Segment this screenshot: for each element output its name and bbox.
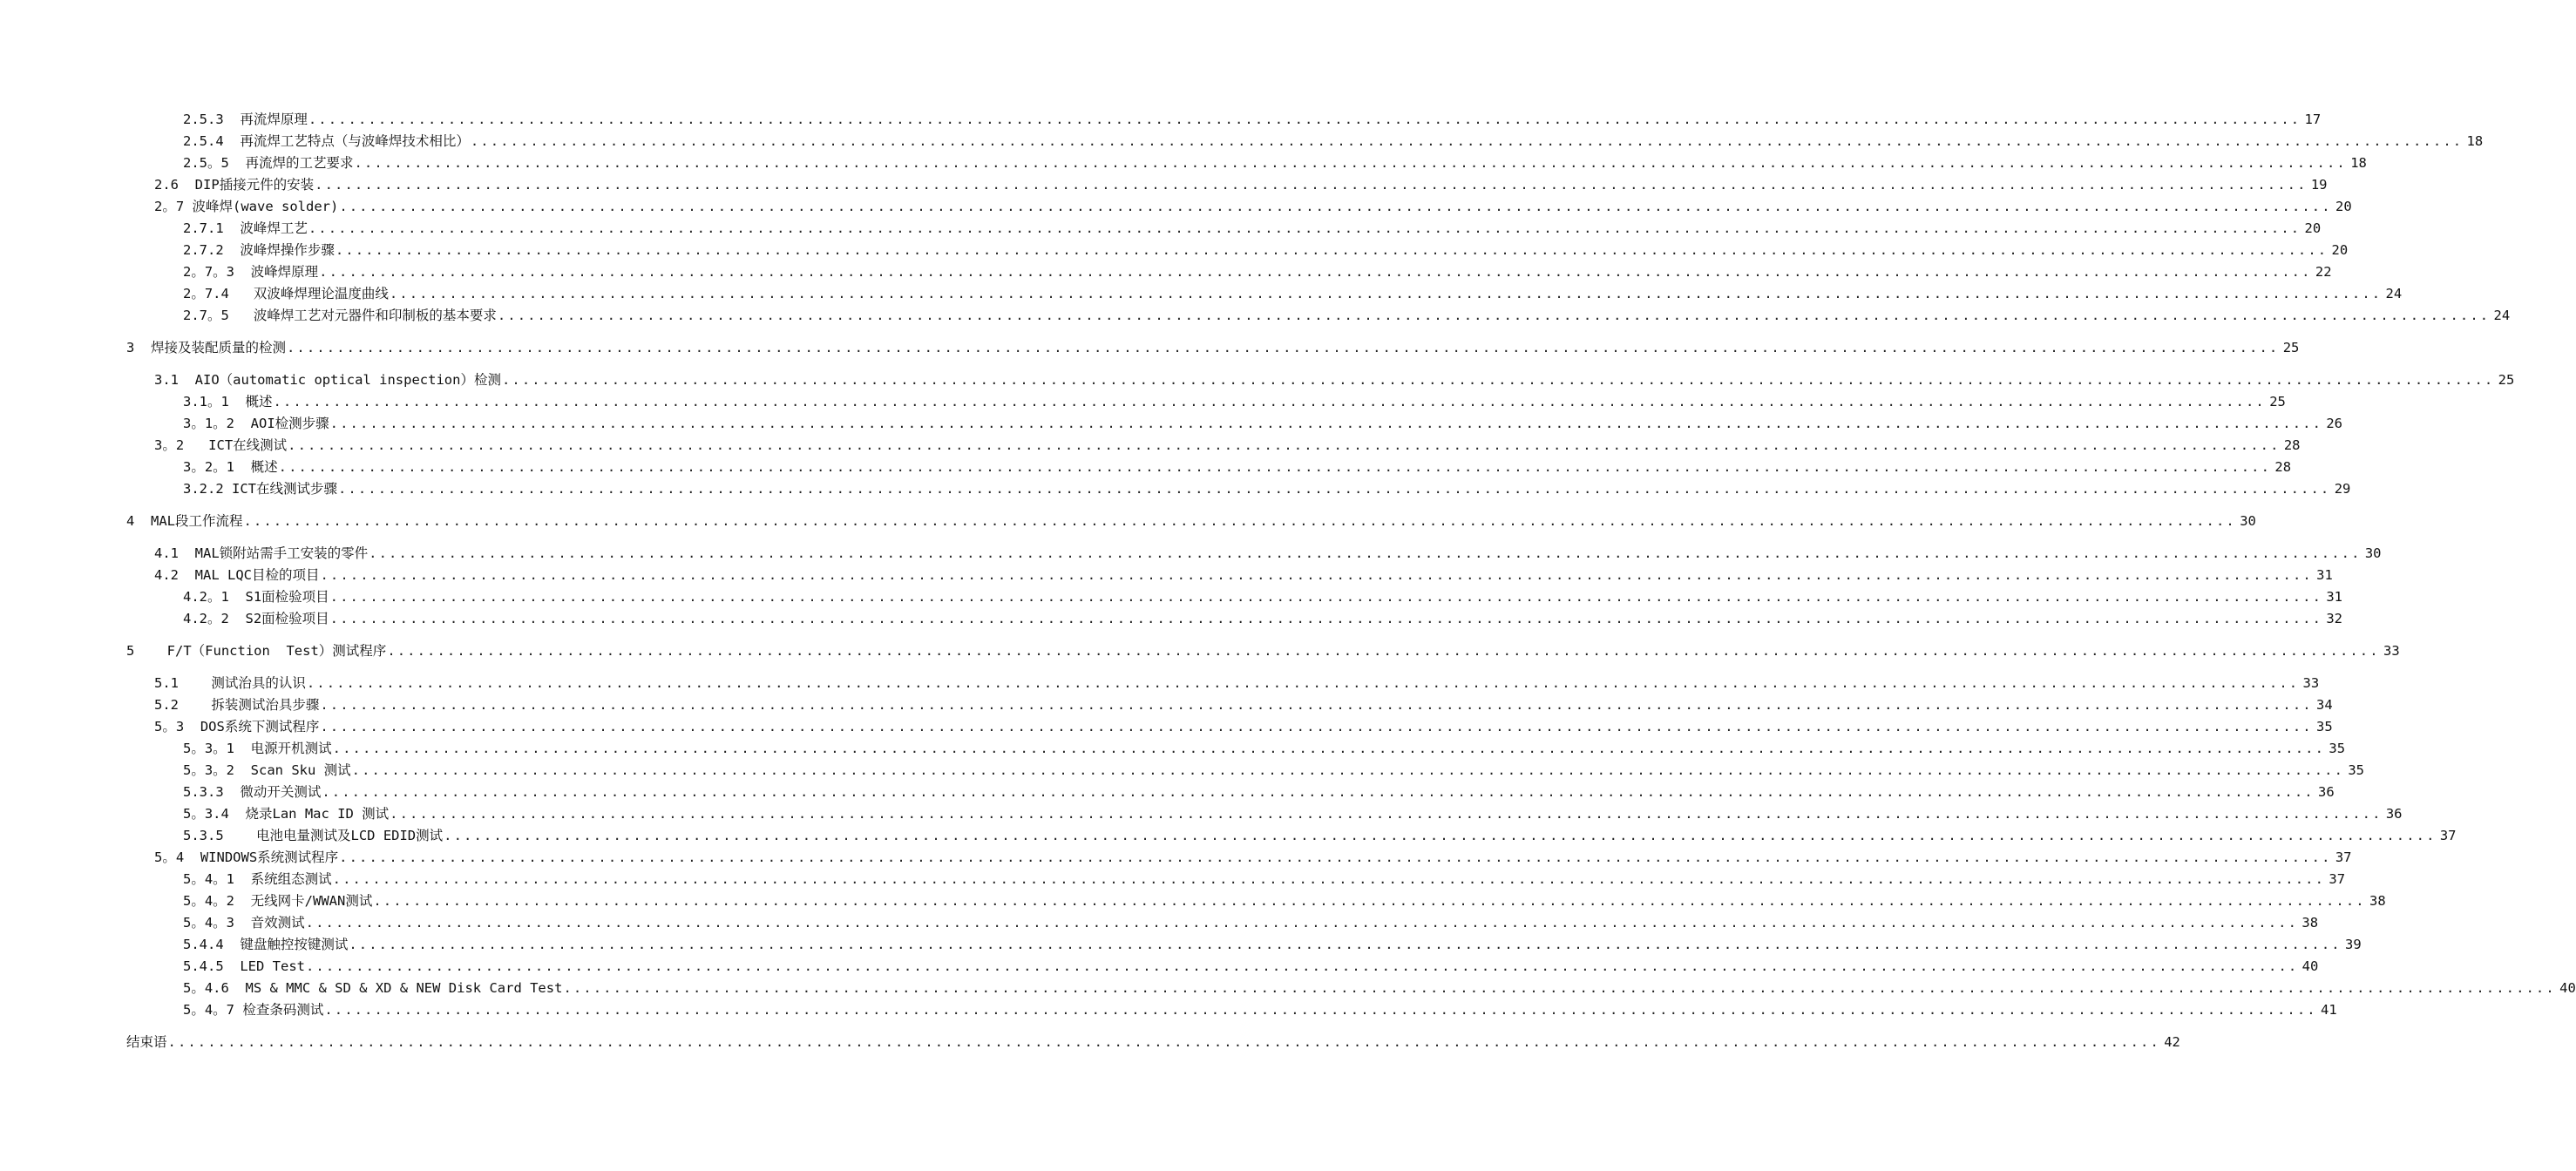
toc-entry-page-number: 31 <box>2326 589 2343 605</box>
toc-entry[interactable] <box>183 999 2337 1020</box>
toc-entry-title: 5.3.5 电池电量测试及LCD EDID测试 <box>183 828 444 843</box>
toc-entry-page-number: 20 <box>2335 199 2352 214</box>
toc-entry-title: 2。7。3 波峰焊原理 <box>183 264 319 280</box>
dot-leader: ........................................................................................................................................................................................................ <box>389 286 2383 301</box>
dot-leader: ........................................................................................................................................................................................................ <box>320 697 2313 713</box>
dot-leader: ........................................................................................................................................................................................................ <box>305 958 2299 974</box>
toc-entry[interactable] <box>183 283 2403 304</box>
toc-entry[interactable] <box>183 890 2386 911</box>
toc-entry[interactable] <box>183 869 2346 890</box>
toc-entry-page-number: 41 <box>2321 1002 2337 1018</box>
dot-leader: ........................................................................................................................................................................................................ <box>288 437 2281 453</box>
toc-entry-page-number: 38 <box>2369 893 2386 909</box>
dot-leader: ........................................................................................................................................................................................................ <box>329 611 2323 626</box>
toc-entry-title: 5.2 拆装测试治具步骤 <box>154 697 320 713</box>
toc-entry-page-number: 34 <box>2316 697 2333 713</box>
toc-entry-page-number: 24 <box>2385 286 2403 301</box>
toc-entry[interactable] <box>183 760 2365 781</box>
toc-entry-page-number: 33 <box>2383 643 2400 659</box>
toc-entry[interactable] <box>183 912 2319 933</box>
toc-entry-title: 5。3。2 Scan Sku 测试 <box>183 762 351 778</box>
toc-entry-title: 5。4。2 无线网卡/WWAN测试 <box>183 893 373 909</box>
dot-leader: ........................................................................................................................................................................................................ <box>339 199 2332 214</box>
toc-entry-title: 5。3。1 电源开机测试 <box>183 741 332 756</box>
toc-entry-title: 5.1 测试治具的认识 <box>154 675 306 691</box>
toc-entry-page-number: 30 <box>2240 513 2256 529</box>
dot-leader: ........................................................................................................................................................................................................ <box>319 264 2312 280</box>
toc-entry-page-number: 24 <box>2493 308 2511 323</box>
toc-entry[interactable] <box>126 1032 2180 1053</box>
toc-entry-title: 5.4.4 键盘触控按键测试 <box>183 937 349 952</box>
toc-entry-page-number: 25 <box>2282 340 2300 355</box>
toc-entry-page-number: 32 <box>2326 611 2343 626</box>
dot-leader: ........................................................................................................................................................................................................ <box>305 915 2299 931</box>
toc-entry[interactable] <box>183 738 2346 759</box>
dot-leader: ........................................................................................................................................................................................................ <box>338 481 2331 497</box>
toc-entry[interactable] <box>183 586 2343 607</box>
toc-entry-title: 4.2。2 S2面检验项目 <box>183 611 329 626</box>
dot-leader: ........................................................................................................................................................................................................ <box>320 719 2313 734</box>
toc-entry[interactable] <box>183 413 2343 434</box>
toc-entry-title: 2.6 DIP插接元件的安装 <box>154 177 315 193</box>
toc-entry-page-number: 20 <box>2304 220 2322 236</box>
toc-entry-title: 2.7.2 波峰焊操作步骤 <box>183 242 335 258</box>
toc-entry-title: 2.5.4 再流焊工艺特点（与波峰焊技术相比） <box>183 133 470 149</box>
toc-entry-title: 2.7.1 波峰焊工艺 <box>183 220 308 236</box>
toc-entry-page-number: 38 <box>2301 915 2319 931</box>
dot-leader: ........................................................................................................................................................................................................ <box>497 308 2491 323</box>
toc-entry-page-number: 35 <box>2316 719 2333 734</box>
dot-leader: ........................................................................................................................................................................................................ <box>332 741 2326 756</box>
toc-entry-page-number: 42 <box>2164 1034 2180 1050</box>
toc-entry[interactable] <box>183 305 2511 326</box>
dot-leader: ........................................................................................................................................................................................................ <box>308 112 2301 127</box>
toc-entry-page-number: 25 <box>2498 372 2515 388</box>
toc-entry-page-number: 35 <box>2348 762 2365 778</box>
dot-leader: ........................................................................................................................................................................................................ <box>315 177 2308 193</box>
dot-leader: ........................................................................................................................................................................................................ <box>387 643 2380 659</box>
toc-entry[interactable] <box>183 457 2292 477</box>
toc-entry-page-number: 22 <box>2315 264 2332 280</box>
toc-entry[interactable] <box>183 240 2349 261</box>
dot-leader: ........................................................................................................................................................................................................ <box>167 1034 2160 1050</box>
toc-entry-title: 4.2。1 S1面检验项目 <box>183 589 329 605</box>
toc-entry-title: 4 MAL段工作流程 <box>126 513 243 529</box>
toc-entry[interactable] <box>126 337 2300 358</box>
dot-leader: ........................................................................................................................................................................................................ <box>470 133 2464 149</box>
toc-entry-title: 5.3.3 微动开关测试 <box>183 784 322 800</box>
toc-entry-title: 5。4。7 检查条码测试 <box>183 1002 324 1018</box>
toc-entry-title: 3。2。1 概述 <box>183 459 278 475</box>
toc-entry[interactable] <box>183 478 2351 499</box>
toc-entry[interactable] <box>183 608 2343 629</box>
toc-entry-title: 5 F/T（Function Test）测试程序 <box>126 643 387 659</box>
toc-entry-title: 3.1 AIO（automatic optical inspection）检测 <box>154 372 501 388</box>
toc-entry[interactable] <box>183 109 2322 130</box>
toc-entry-title: 5。4 WINDOWS系统测试程序 <box>154 849 339 865</box>
toc-entry-page-number: 37 <box>2439 828 2457 843</box>
toc-entry-title: 3。2 ICT在线测试 <box>154 437 288 453</box>
toc-entry-page-number: 39 <box>2345 937 2362 952</box>
toc-entry-title: 5。4。1 系统组态测试 <box>183 871 332 887</box>
toc-entry-page-number: 37 <box>2329 871 2346 887</box>
dot-leader: ........................................................................................................................................................................................................ <box>273 394 2266 410</box>
toc-entry[interactable] <box>183 934 2362 955</box>
dot-leader: ........................................................................................................................................................................................................ <box>329 416 2323 431</box>
toc-entry[interactable] <box>154 673 2320 694</box>
toc-entry-page-number: 19 <box>2310 177 2328 193</box>
toc-entry-title: 5。3 DOS系统下测试程序 <box>154 719 320 734</box>
dot-leader: ........................................................................................................................................................................................................ <box>369 545 2362 561</box>
toc-entry-title: 3。1。2 AOI检测步骤 <box>183 416 329 431</box>
toc-entry-page-number: 40 <box>2301 958 2319 974</box>
dot-leader: ........................................................................................................................................................................................................ <box>444 828 2437 843</box>
toc-entry-page-number: 31 <box>2316 567 2333 583</box>
toc-entry[interactable] <box>154 716 2333 737</box>
dot-leader: ........................................................................................................................................................................................................ <box>354 155 2347 171</box>
toc-entry-page-number: 28 <box>2283 437 2301 453</box>
dot-leader: ........................................................................................................................................................................................................ <box>563 980 2556 996</box>
toc-entry[interactable] <box>126 640 2400 661</box>
toc-entry[interactable] <box>154 435 2301 456</box>
toc-entry[interactable] <box>183 218 2322 239</box>
toc-entry-title: 2.5.3 再流焊原理 <box>183 112 308 127</box>
dot-leader: ........................................................................................................................................................................................................ <box>501 372 2495 388</box>
toc-entry-title: 2。7.4 双波峰焊理论温度曲线 <box>183 286 389 301</box>
dot-leader: ........................................................................................................................................................................................................ <box>322 784 2315 800</box>
toc-entry[interactable] <box>183 391 2286 412</box>
toc-entry-title: 3 焊接及装配质量的检测 <box>126 340 286 355</box>
dot-leader: ........................................................................................................................................................................................................ <box>324 1002 2317 1018</box>
toc-entry[interactable] <box>154 847 2352 868</box>
toc-entry-page-number: 36 <box>2385 806 2403 822</box>
toc-entry-page-number: 37 <box>2335 849 2352 865</box>
dot-leader: ........................................................................................................................................................................................................ <box>351 762 2345 778</box>
toc-entry-page-number: 26 <box>2326 416 2343 431</box>
toc-entry-title: 2.7。5 波峰焊工艺对元器件和印制板的基本要求 <box>183 308 497 323</box>
toc-entry-title: 5。4。3 音效测试 <box>183 915 305 931</box>
toc-entry-title: 结束语 <box>126 1034 167 1050</box>
toc-entry-page-number: 29 <box>2334 481 2351 497</box>
toc-entry[interactable] <box>154 196 2352 217</box>
toc-entry-page-number: 28 <box>2274 459 2292 475</box>
dot-leader: ........................................................................................................................................................................................................ <box>320 567 2313 583</box>
dot-leader: ........................................................................................................................................................................................................ <box>308 220 2301 236</box>
dot-leader: ........................................................................................................................................................................................................ <box>349 937 2342 952</box>
toc-entry-page-number: 40 <box>2559 980 2576 996</box>
toc-entry[interactable] <box>183 131 2484 152</box>
toc-entry[interactable] <box>183 956 2319 977</box>
toc-entry-page-number: 18 <box>2466 133 2484 149</box>
toc-entry-page-number: 18 <box>2350 155 2367 171</box>
dot-leader: ........................................................................................................................................................................................................ <box>332 871 2326 887</box>
toc-entry[interactable] <box>154 694 2333 715</box>
toc-entry-page-number: 36 <box>2318 784 2335 800</box>
toc-entry-page-number: 30 <box>2364 545 2382 561</box>
toc-entry[interactable] <box>183 782 2335 802</box>
toc-entry[interactable] <box>183 261 2332 282</box>
dot-leader: ........................................................................................................................................................................................................ <box>373 893 2366 909</box>
toc-entry-title: 5.4.5 LED Test <box>183 958 305 974</box>
toc-entry[interactable] <box>183 803 2403 824</box>
toc-entry[interactable] <box>183 152 2367 173</box>
toc-entry-page-number: 20 <box>2331 242 2349 258</box>
toc-entry-title: 3.2.2 ICT在线测试步骤 <box>183 481 337 497</box>
toc-entry[interactable] <box>154 369 2515 390</box>
toc-entry[interactable] <box>154 543 2382 564</box>
toc-entry-page-number: 33 <box>2302 675 2320 691</box>
dot-leader: ........................................................................................................................................................................................................ <box>335 242 2329 258</box>
dot-leader: ........................................................................................................................................................................................................ <box>243 513 2236 529</box>
dot-leader: ........................................................................................................................................................................................................ <box>390 806 2383 822</box>
dot-leader: ........................................................................................................................................................................................................ <box>329 589 2323 605</box>
toc-entry[interactable] <box>154 565 2333 586</box>
dot-leader: ........................................................................................................................................................................................................ <box>339 849 2332 865</box>
toc-entry[interactable] <box>183 978 2576 998</box>
toc-entry-title: 2。7 波峰焊(wave solder) <box>154 199 339 214</box>
toc-entry[interactable] <box>183 825 2457 846</box>
toc-entry-title: 4.2 MAL LQC目检的项目 <box>154 567 320 583</box>
toc-entry-page-number: 25 <box>2269 394 2286 410</box>
toc-entry-title: 5。4.6 MS & MMC & SD & XD & NEW Disk Card Test <box>183 980 563 996</box>
toc-entry-page-number: 35 <box>2329 741 2346 756</box>
toc-entry-title: 5。3.4 烧录Lan Mac ID 测试 <box>183 806 390 822</box>
dot-leader: ........................................................................................................................................................................................................ <box>306 675 2300 691</box>
toc-entry-page-number: 17 <box>2304 112 2322 127</box>
toc-entry-title: 2.5。5 再流焊的工艺要求 <box>183 155 354 171</box>
toc-entry-title: 3.1。1 概述 <box>183 394 273 410</box>
toc-entry[interactable] <box>126 511 2256 531</box>
toc-entry-title: 4.1 MAL锁附站需手工安装的零件 <box>154 545 369 561</box>
toc-entry[interactable] <box>154 174 2328 195</box>
dot-leader: ........................................................................................................................................................................................................ <box>287 340 2280 355</box>
dot-leader: ........................................................................................................................................................................................................ <box>278 459 2272 475</box>
